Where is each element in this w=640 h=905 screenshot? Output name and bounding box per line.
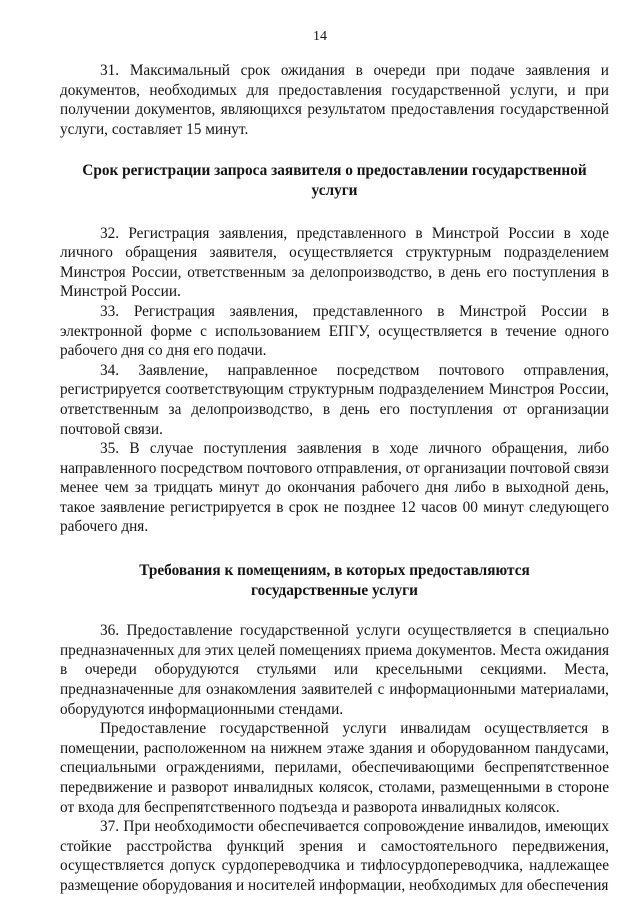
page-number: 14: [313, 29, 327, 44]
heading-registration-deadline: Срок регистрации запроса заявителя о предоставлении государственной услуги: [82, 162, 587, 199]
paragraph-35: 35. В случае поступления заявления в ходе личного обращения, либо направленного посредством почтового отправления, от организации почтовой связи менее чем за тридцать минут до окончания рабочего дня либо в выходной день, такое заявление регистрируется в срок не позднее 12 часов 00 минут следующего рабочего дня.: [60, 440, 609, 536]
heading-premises-line-2: государственные услуги: [251, 581, 418, 599]
heading-premises-requirements: [60, 561, 609, 600]
heading-premises-line-1: Требования к помещениям, в которых предоставляются: [139, 562, 530, 580]
paragraph-37: 37. При необходимости обеспечивается сопровождение инвалидов, имеющих стойкие расстройства функций зрения и самостоятельного передвижения, осуществляется допуск сурдопереводчика и тифлосурдопереводчика, надлежащее размещение оборудования и носителей информации, необходимых для обеспечения: [60, 818, 609, 894]
paragraph-36-continued: Предоставление государственной услуги инвалидам осуществляется в помещении, расположенном на нижнем этаже здания и оборудованном пандусами, специальными ограждениями, перилами, обеспечивающими беспрепятственное передвижение и разворот инвалидных колясок, столами, размещенными в стороне от входа для беспрепятственного подъезда и разворота инвалидных колясок.: [60, 720, 609, 816]
paragraph-31: 31. Максимальный срок ожидания в очереди при подаче заявления и документов, необходимых для предоставления государственной услуги, и при получении документов, являющихся результатом предоставления государственной услуги, составляет 15 минут.: [60, 62, 609, 138]
paragraph-36: 36. Предоставление государственной услуги осуществляется в специально предназначенных для этих целей помещениях приема документов. Места ожидания в очереди оборудуются стульями или кресельными секциями. Места, предназначенные для ознакомления заявителей с информационными материалами, оборудуются информационными стендами.: [60, 622, 609, 718]
paragraph-33: 33. Регистрация заявления, представленного в Минстрой России в электронной форме с использованием ЕПГУ, осуществляется в течение одного рабочего дня со дня его подачи.: [60, 302, 609, 360]
paragraph-34: 34. Заявление, направленное посредством почтового отправления, регистрируется соответствующим структурным подразделением Минстроя России, ответственным за делопроизводство, в день его поступления от организации почтовой связи.: [60, 361, 609, 438]
document-body: [60, 61, 609, 896]
paragraph-32: 32. Регистрация заявления, представленного в Минстрой России в ходе личного обращения заявителя, осуществляется структурным подразделением Минстроя России, ответственным за делопроизводство, в день его поступления в Минстрой России.: [60, 224, 609, 301]
